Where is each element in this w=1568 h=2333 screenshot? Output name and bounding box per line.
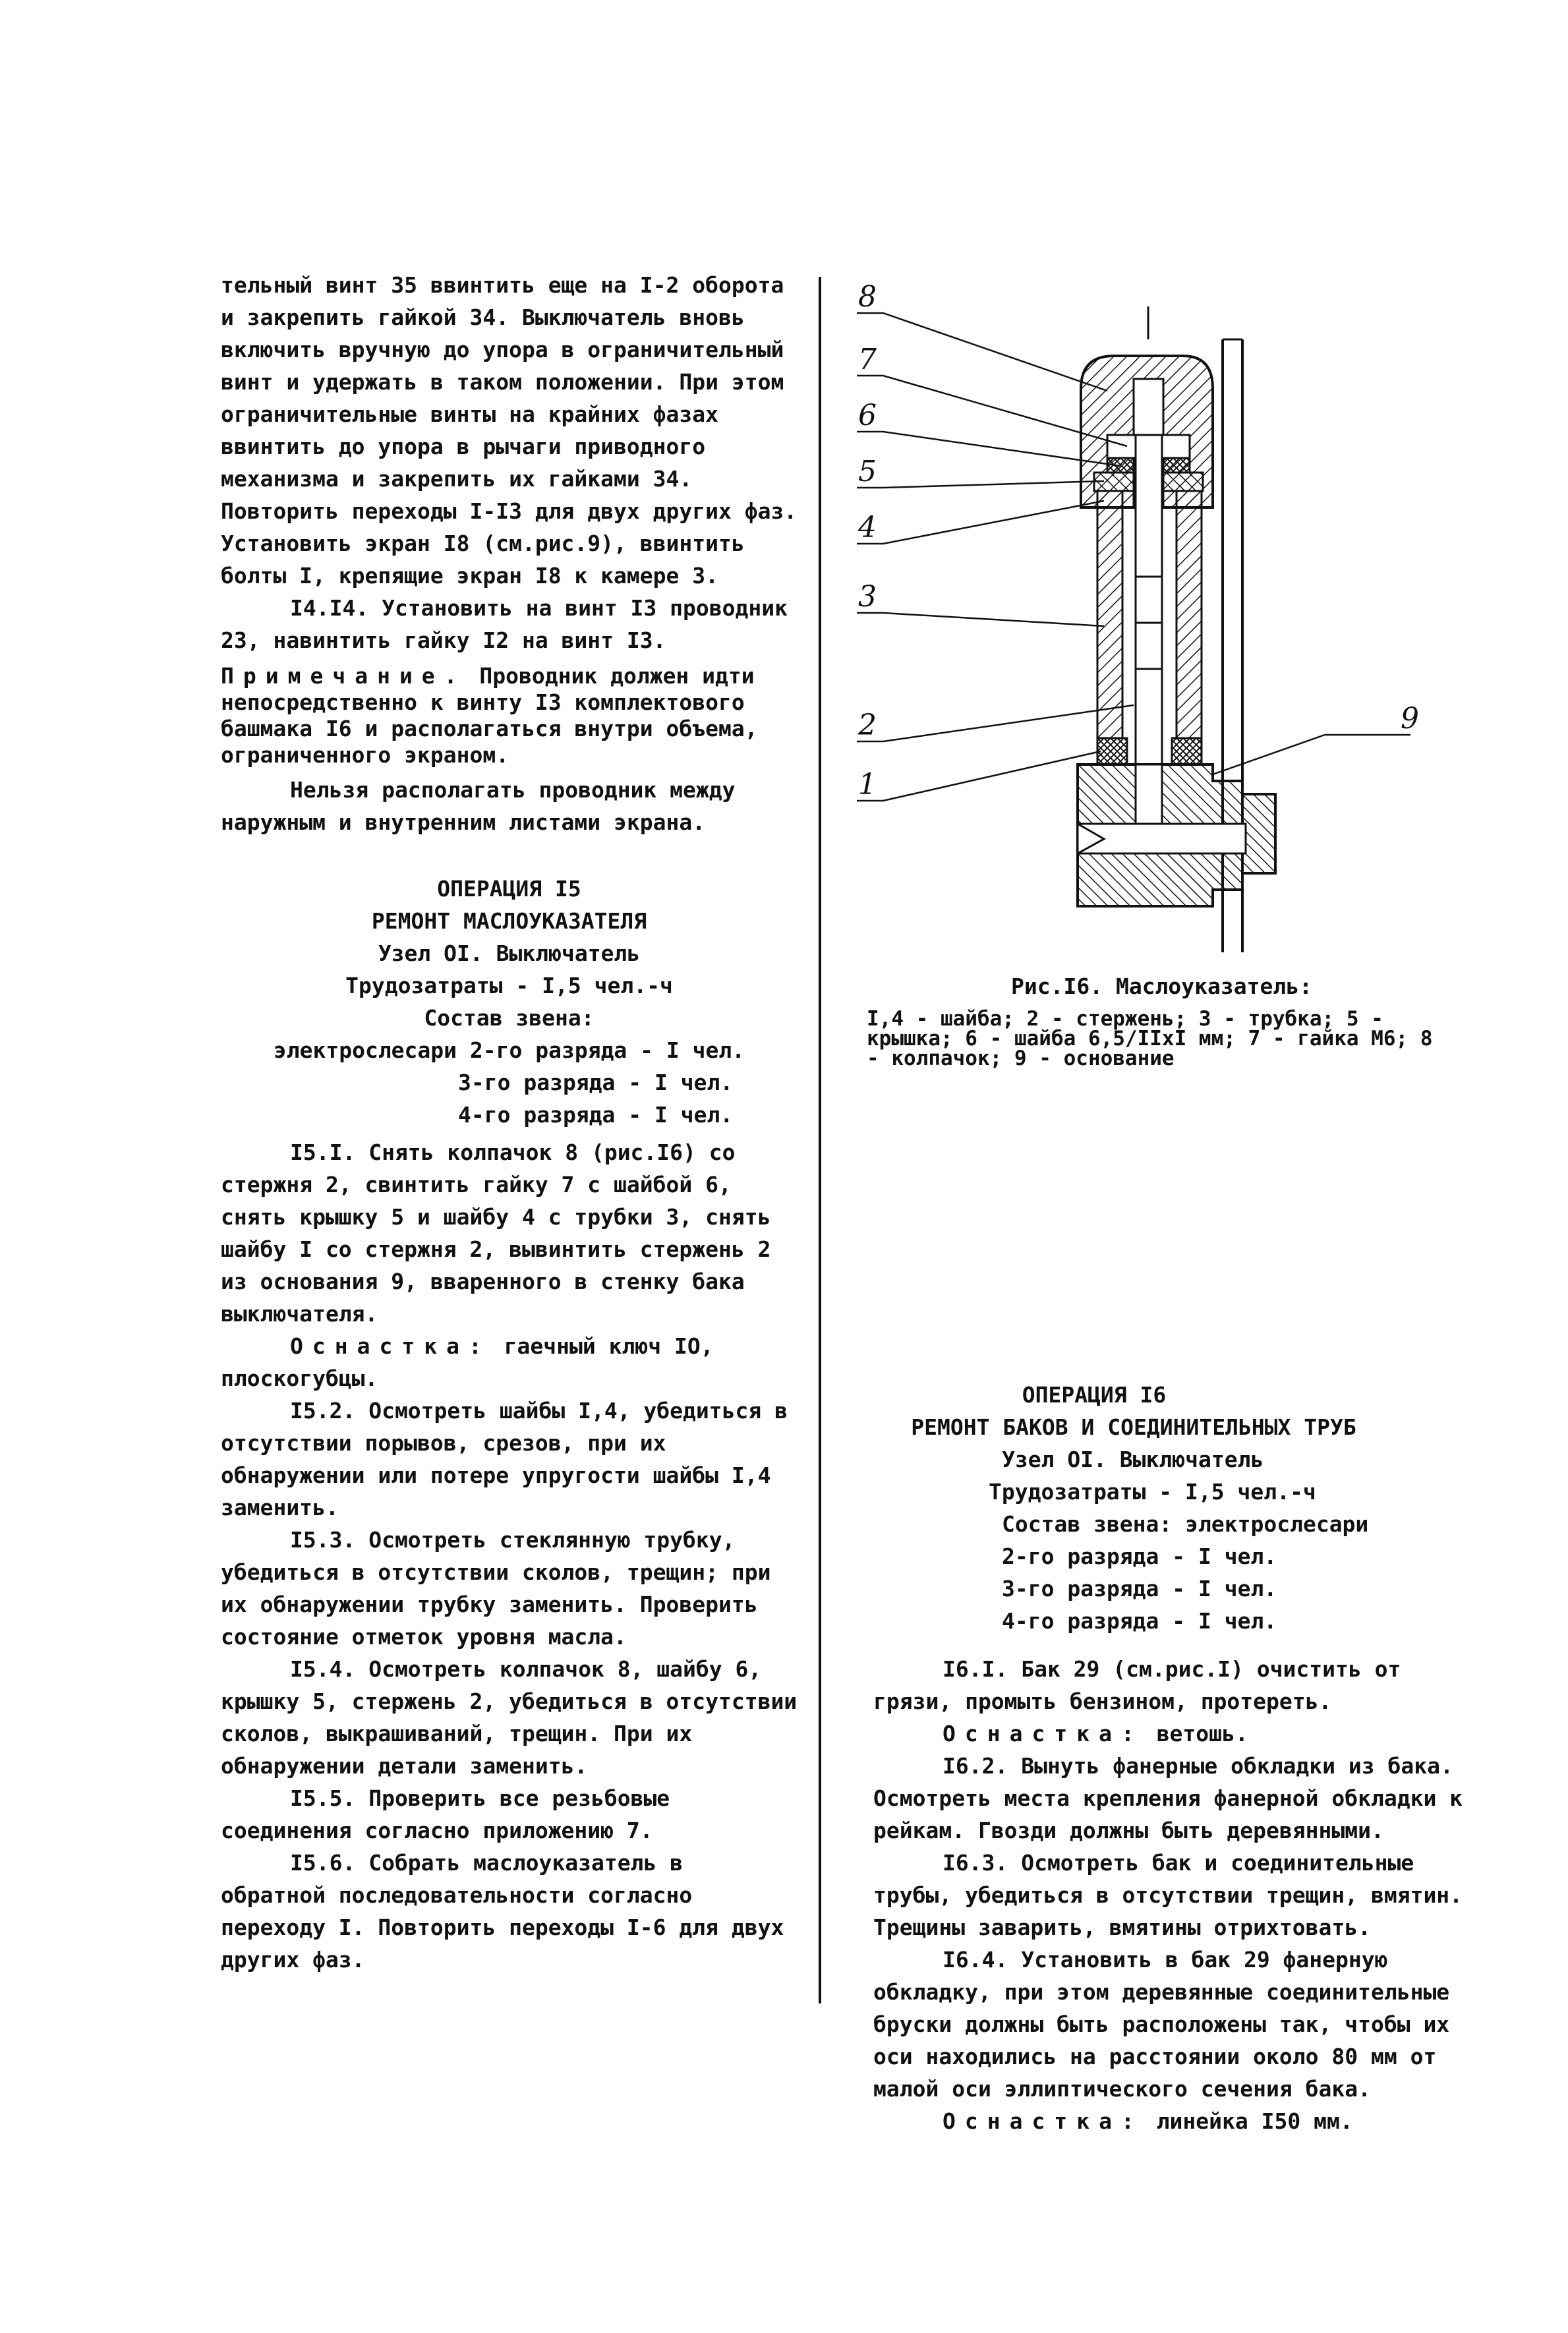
op15-team: Состав звена: (424, 1005, 595, 1031)
step-14-14: I4.I4. Установить на винт I3 проводник 23, навинтить гайку I2 на винт I3. (221, 595, 788, 653)
op16-title: ОПЕРАЦИЯ I6 (1022, 1382, 1167, 1408)
tools-label: Оснастка: (943, 1721, 1144, 1746)
tools-text: гаечный ключ IO, плоскогубцы. (221, 1333, 714, 1391)
column-divider (819, 277, 821, 2003)
paragraph-continuation: тельный винт 35 ввинтить еще на I-2 оборота и закрепить гайкой 34. Выключатель вновь включить вручную до упора в ограничительный винт и удержать в таком положении. При этом ограничительные винты на крайних фазах ввинтить до упора в рычаги приводного механизма и закрепить их гайками 34. Повторить переходы I-I3 для двух других фаз. Установить экран I8 (см.рис.9), ввинтить болты I, крепящие экран I8 к камере 3. (221, 272, 798, 589)
left-column (221, 269, 798, 1976)
figure-16-oil-gauge (844, 274, 1437, 972)
tools-label: Оснастка: (290, 1333, 491, 1359)
label-9: 9 (1401, 702, 1419, 735)
op16-labor: Трудозатраты - I,5 чел.-ч (989, 1479, 1316, 1505)
op16-team: Состав звена: электрослесари (1002, 1511, 1369, 1537)
right-column (873, 1379, 1466, 2137)
step-16-3: I6.3. Осмотреть бак и соединительные трубы, убедиться в отсутствии трещин, вмятин. Трещины заварить, вмятины отрихтовать. (873, 1850, 1463, 1940)
base-9 (1078, 764, 1275, 906)
label-2: 2 (858, 708, 877, 742)
step-15-3: I5.3. Осмотреть стеклянную трубку, убедиться в отсутствии сколов, трещин; при их обнаружении трубку заменить. Проверить состояние отметок уровня масла. (221, 1527, 771, 1650)
op15-staff-2: 3-го разряда - I чел. (458, 1070, 734, 1095)
tools-text: ветошь. (1156, 1721, 1248, 1746)
step-15-2: I5.2. Осмотреть шайбы I,4, убедиться в отсутствии порывов, срезов, при их обнаружении или потере упругости шайбы I,4 заменить. (221, 1398, 788, 1520)
note-label: Примечание. (221, 663, 467, 689)
tools-15 (221, 1330, 798, 1395)
tools-label: Оснастка: (943, 2108, 1144, 2134)
op15-unit: Узел OI. Выключатель (378, 940, 641, 966)
note-text: Проводник должен идти непосредственно к винту I3 комплектового башмака I6 и располагаться внутри объема, ограниченного экраном. (221, 663, 758, 768)
op15-title: ОПЕРАЦИЯ I5 (437, 876, 581, 902)
op16-staff-2: 3-го разряда - I чел. (1002, 1576, 1277, 1601)
op16-staff-1: 2-го разряда - I чел. (1002, 1543, 1277, 1569)
step-15-6: I5.6. Собрать маслоуказатель в обратной последовательности согласно переходу I. Повторить переходы I-6 для двух других фаз. (221, 1850, 784, 1973)
label-5: 5 (858, 455, 877, 488)
op15-staff-1: электрослесари 2-го разряда - I чел. (273, 1037, 745, 1063)
step-15-4: I5.4. Осмотреть колпачок 8, шайбу 6, крышку 5, стержень 2, убедиться в отсутствии сколов, выкрашиваний, трещин. При их обнаружении детали заменить. (221, 1656, 798, 1779)
op15-labor: Трудозатраты - I,5 чел.-ч (345, 973, 673, 998)
op16-unit: Узел OI. Выключатель (1002, 1447, 1264, 1472)
figure-caption (867, 973, 1457, 1068)
tools-16-1 (873, 1717, 1466, 1750)
caption-title: Рис.I6. Маслоуказатель: (1011, 973, 1312, 999)
op15-subtitle: РЕМОНТ МАСЛОУКАЗАТЕЛЯ (371, 908, 647, 934)
label-3: 3 (858, 580, 877, 614)
label-7: 7 (858, 343, 877, 376)
op16-subtitle: РЕМОНТ БАКОВ И СОЕДИНИТЕЛЬНЫХ ТРУБ (911, 1414, 1356, 1440)
op15-staff-3: 4-го разряда - I чел. (458, 1102, 734, 1128)
label-6: 6 (858, 399, 877, 432)
step-16-2: I6.2. Вынуть фанерные обкладки из бака. Осмотреть места крепления фанерной обкладки к рейкам. Гвозди должны быть деревянными. (873, 1753, 1463, 1843)
step-16-4: I6.4. Установить в бак 29 фанерную обкладку, при этом деревянные соединительные бруски должны быть расположены так, чтобы их оси находились на расстоянии около 80 мм от малой оси эллиптического сечения бака. (873, 1947, 1450, 2102)
label-1: 1 (858, 768, 877, 801)
op16-staff-3: 4-го разряда - I чел. (1002, 1608, 1277, 1634)
note-block (221, 663, 798, 768)
oil-gauge-drawing (844, 274, 1437, 972)
tools-16-4 (873, 2105, 1466, 2137)
tools-text: линейка I50 мм. (1156, 2108, 1353, 2134)
note-text-2: Нельзя располагать проводник между наружным и внутренним листами экрана. (221, 777, 736, 835)
step-16-1: I6.I. Бак 29 (см.рис.I) очистить от грязи, промыть бензином, протереть. (873, 1656, 1401, 1714)
label-8: 8 (858, 280, 877, 314)
caption-legend: I,4 - шайба; 2 - стержень; 3 - трубка; 5 - крышка; 6 - шайба 6,5/IIxI мм; 7 - гайка М6; 8 - колпачок; 9 - основание (867, 1007, 1433, 1070)
step-15-1: I5.I. Снять колпачок 8 (рис.I6) со стержня 2, свинтить гайку 7 с шайбой 6, снять крышку 5 и шайбу 4 с трубки 3, снять шайбу I со стержня 2, вывинтить стержень 2 из основания 9, вваренного в стенку бака выключателя. (221, 1139, 771, 1327)
rod-2 (1136, 435, 1162, 811)
step-15-5: I5.5. Проверить все резьбовые соединения согласно приложению 7. (221, 1785, 670, 1843)
label-4: 4 (858, 511, 877, 544)
